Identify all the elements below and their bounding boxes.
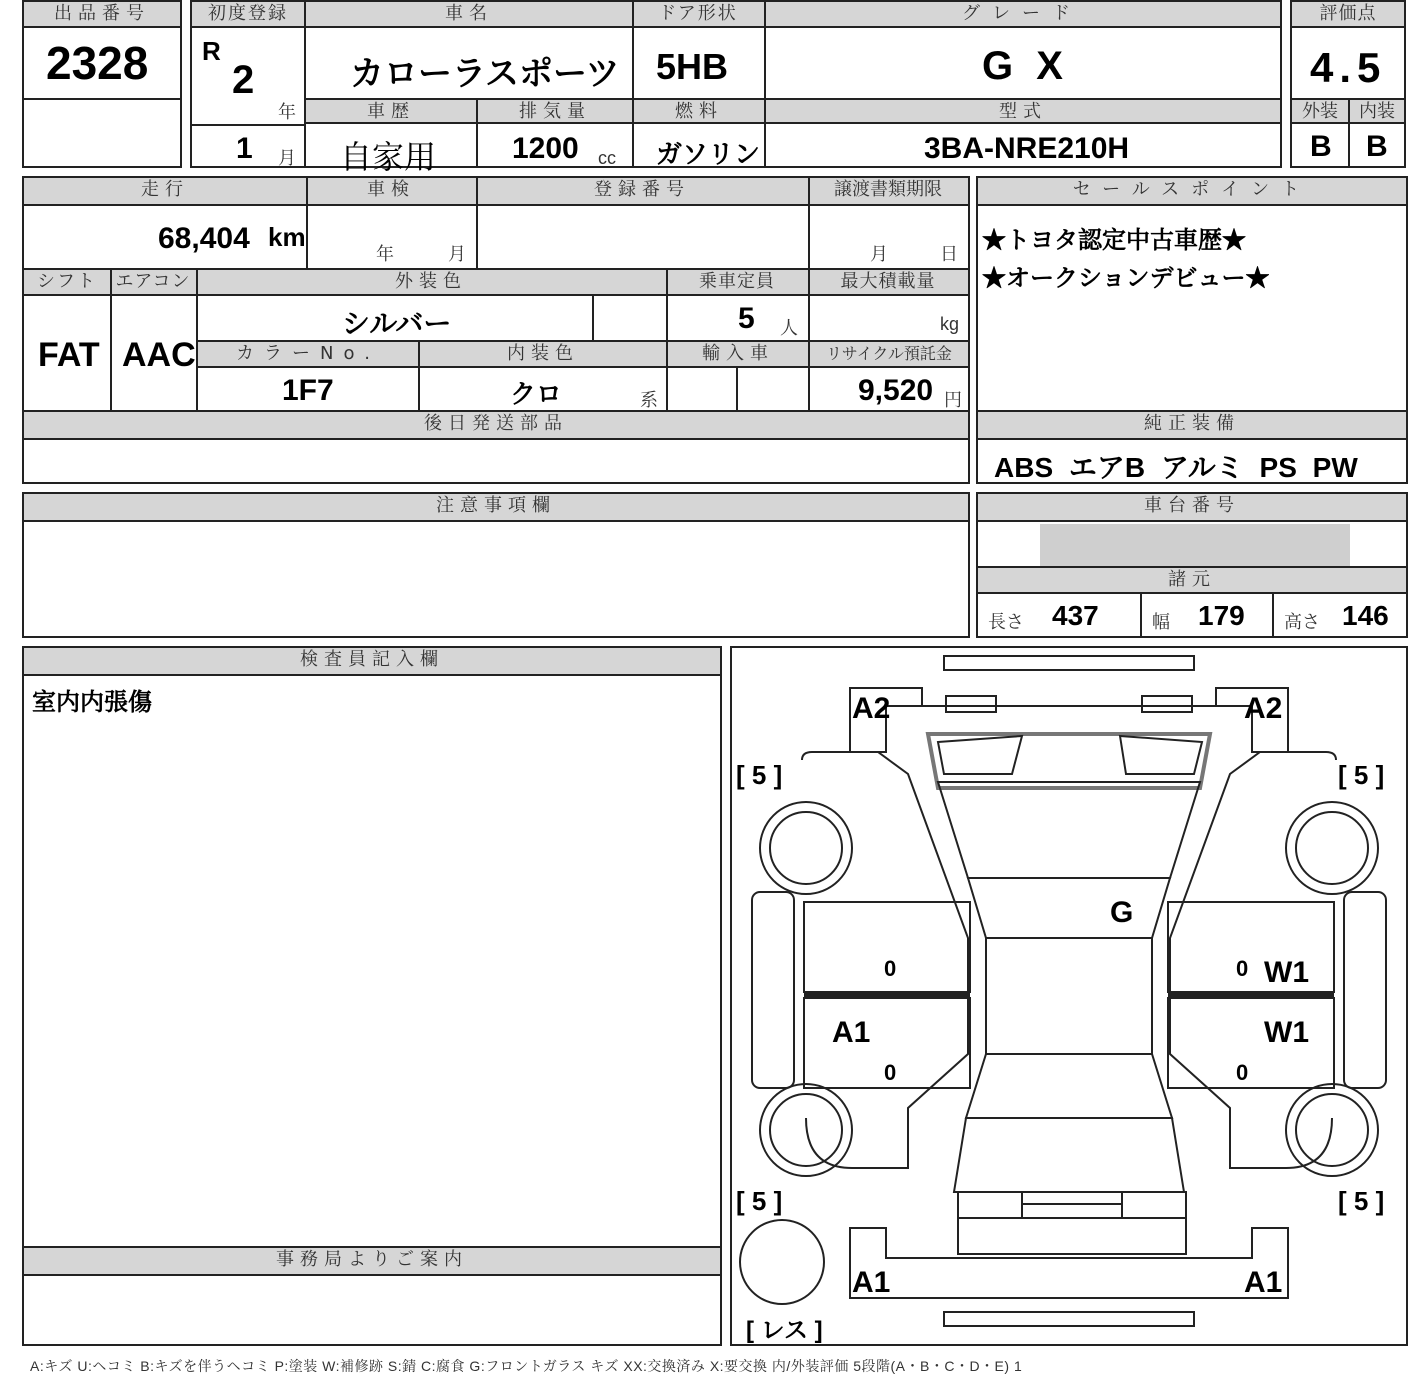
- inspector-label: 検査員記入欄: [24, 648, 720, 676]
- score-label: 評価点: [1292, 2, 1404, 28]
- cc-unit: cc: [598, 148, 616, 168]
- tire-front-left: [ 5 ]: [736, 760, 783, 790]
- km-unit: km: [268, 222, 306, 252]
- interior-label: 内装: [1350, 98, 1404, 124]
- mileage-label: 走行: [24, 178, 306, 206]
- equipment-label: 純正装備: [978, 412, 1406, 440]
- displacement: 1200: [512, 132, 579, 165]
- transfer-day-unit: 日: [940, 244, 958, 264]
- spare-tire: [ レス ]: [746, 1317, 823, 1344]
- tire-rear-right: [ 5 ]: [1338, 1186, 1385, 1216]
- transfer-label: 譲渡書類期限: [808, 178, 968, 206]
- capacity-value: 5: [738, 302, 755, 335]
- mark-rear-left: A1: [852, 1266, 891, 1299]
- inspector-box: [22, 646, 722, 1346]
- mark-right-front-door: W1: [1264, 956, 1309, 989]
- color-no-label: カラーNo.: [198, 340, 418, 368]
- grade-label: グレード: [764, 2, 1280, 28]
- mark-right-rear-door: W1: [1264, 1016, 1309, 1049]
- zero-left-rear: 0: [1236, 1060, 1249, 1085]
- notes-box: [22, 492, 970, 638]
- door-label: ドア形状: [632, 2, 764, 28]
- height-label: 高さ: [1284, 612, 1320, 632]
- notes-label: 注意事項欄: [24, 494, 968, 522]
- zero-right-front: 0: [884, 956, 897, 981]
- inspection-year-unit: 年: [376, 244, 394, 264]
- sales-point-1: ★トヨタ認定中古車歴★: [982, 227, 1246, 254]
- vehicle-detail-box: [22, 176, 970, 484]
- reg-month: 1: [236, 132, 253, 165]
- inspection-label: 車検: [306, 178, 476, 206]
- length-value: 437: [1052, 600, 1099, 631]
- person-unit: 人: [780, 318, 798, 338]
- month-unit: 月: [278, 148, 296, 168]
- lot-number: 2328: [46, 37, 149, 89]
- mark-roof: G: [1110, 896, 1134, 929]
- width-value: 179: [1198, 600, 1245, 631]
- main-info-box: [304, 0, 1282, 175]
- equipment-list: ABS エアB アルミ PS PW: [994, 452, 1358, 483]
- zero-left-front: 0: [1236, 956, 1249, 981]
- shift-label: シフト: [24, 270, 110, 296]
- capacity-label: 乗車定員: [666, 270, 808, 296]
- chassis-box: [976, 492, 1408, 638]
- ac-label: エアコン: [110, 270, 196, 296]
- recycle-fee: 9,520: [858, 374, 934, 407]
- tire-rear-left: [ 5 ]: [736, 1186, 783, 1216]
- sales-points-box: [976, 176, 1408, 412]
- mark-rear-right: A1: [1244, 1266, 1283, 1299]
- mark-front-left: A2: [852, 692, 891, 725]
- zero-right-rear: 0: [884, 1060, 897, 1085]
- era: R: [202, 36, 221, 66]
- reg-no-label: 登録番号: [476, 178, 808, 206]
- sales-label: セールスポイント: [978, 178, 1406, 206]
- use-type-label: 車歴: [306, 98, 476, 124]
- first-registration-box: [190, 0, 306, 168]
- exterior-label: 外装: [1292, 98, 1348, 124]
- sales-point-2: ★オークションデビュー★: [982, 265, 1270, 292]
- chassis-number-redacted: [1040, 524, 1350, 566]
- score-box: [1290, 0, 1406, 168]
- reg-year: 2: [232, 58, 255, 102]
- inspector-comment: 室内内張傷: [32, 689, 152, 716]
- mark-front-right: A2: [1244, 692, 1283, 725]
- width-label: 幅: [1152, 612, 1170, 632]
- year-unit: 年: [278, 102, 296, 122]
- fuel-label: 燃料: [634, 98, 764, 124]
- int-color-unit: 系: [640, 390, 658, 410]
- exterior-grade: B: [1310, 130, 1332, 163]
- grade: G X: [982, 44, 1063, 88]
- car-name: カローラスポーツ: [350, 55, 620, 93]
- ac-value: AAC: [122, 336, 196, 374]
- interior-grade: B: [1366, 130, 1388, 163]
- color-label: 外装色: [196, 270, 666, 296]
- body-color: シルバー: [342, 308, 452, 339]
- height-value: 146: [1342, 600, 1389, 631]
- lot-box: [22, 0, 182, 168]
- color-number: 1F7: [282, 374, 334, 407]
- chassis-label: 車台番号: [978, 494, 1406, 522]
- dims-label: 諸元: [978, 568, 1406, 594]
- lot-label: 出品番号: [24, 2, 180, 28]
- equipment-box: [976, 410, 1408, 484]
- score-value: 4.5: [1310, 44, 1387, 91]
- office-label: 事務局よりご案内: [24, 1248, 720, 1276]
- displacement-label: 排気量: [478, 98, 632, 124]
- inspection-month-unit: 月: [448, 244, 466, 264]
- door-type: 5HB: [656, 46, 729, 87]
- recycle-label: リサイクル預託金: [810, 340, 968, 368]
- shift-value: FAT: [38, 336, 100, 374]
- first-reg-label: 初度登録: [192, 2, 304, 28]
- later-parts-label: 後日発送部品: [24, 412, 968, 440]
- kg-unit: kg: [940, 314, 960, 334]
- model-label: 型式: [766, 98, 1280, 124]
- length-label: 長さ: [988, 612, 1024, 632]
- yen-unit: 円: [944, 390, 962, 410]
- import-label: 輸入車: [668, 340, 808, 368]
- legend: A:キズ U:ヘコミ B:キズを伴うヘコミ P:塗装 W:補修跡 S:錆 C:腐食 G:フロントガラス キズ XX:交換済み X:要交換 内/外装評価 5段階(A・B・C・D・E) 1: [30, 1358, 1023, 1374]
- fuel-type: ガソリン: [656, 139, 761, 169]
- interior-color: クロ: [510, 379, 563, 409]
- mark-left-rear-door: A1: [832, 1016, 871, 1049]
- damage-diagram: [730, 646, 1408, 1346]
- use-type: 自家用: [340, 139, 437, 175]
- car-name-label: 車名: [306, 2, 632, 28]
- transfer-month-unit: 月: [870, 244, 888, 264]
- mileage: 68,404: [158, 222, 250, 255]
- load-label: 最大積載量: [808, 270, 968, 296]
- model-code: 3BA-NRE210H: [924, 132, 1130, 165]
- tire-front-right: [ 5 ]: [1338, 760, 1385, 790]
- int-color-label: 内装色: [418, 340, 666, 368]
